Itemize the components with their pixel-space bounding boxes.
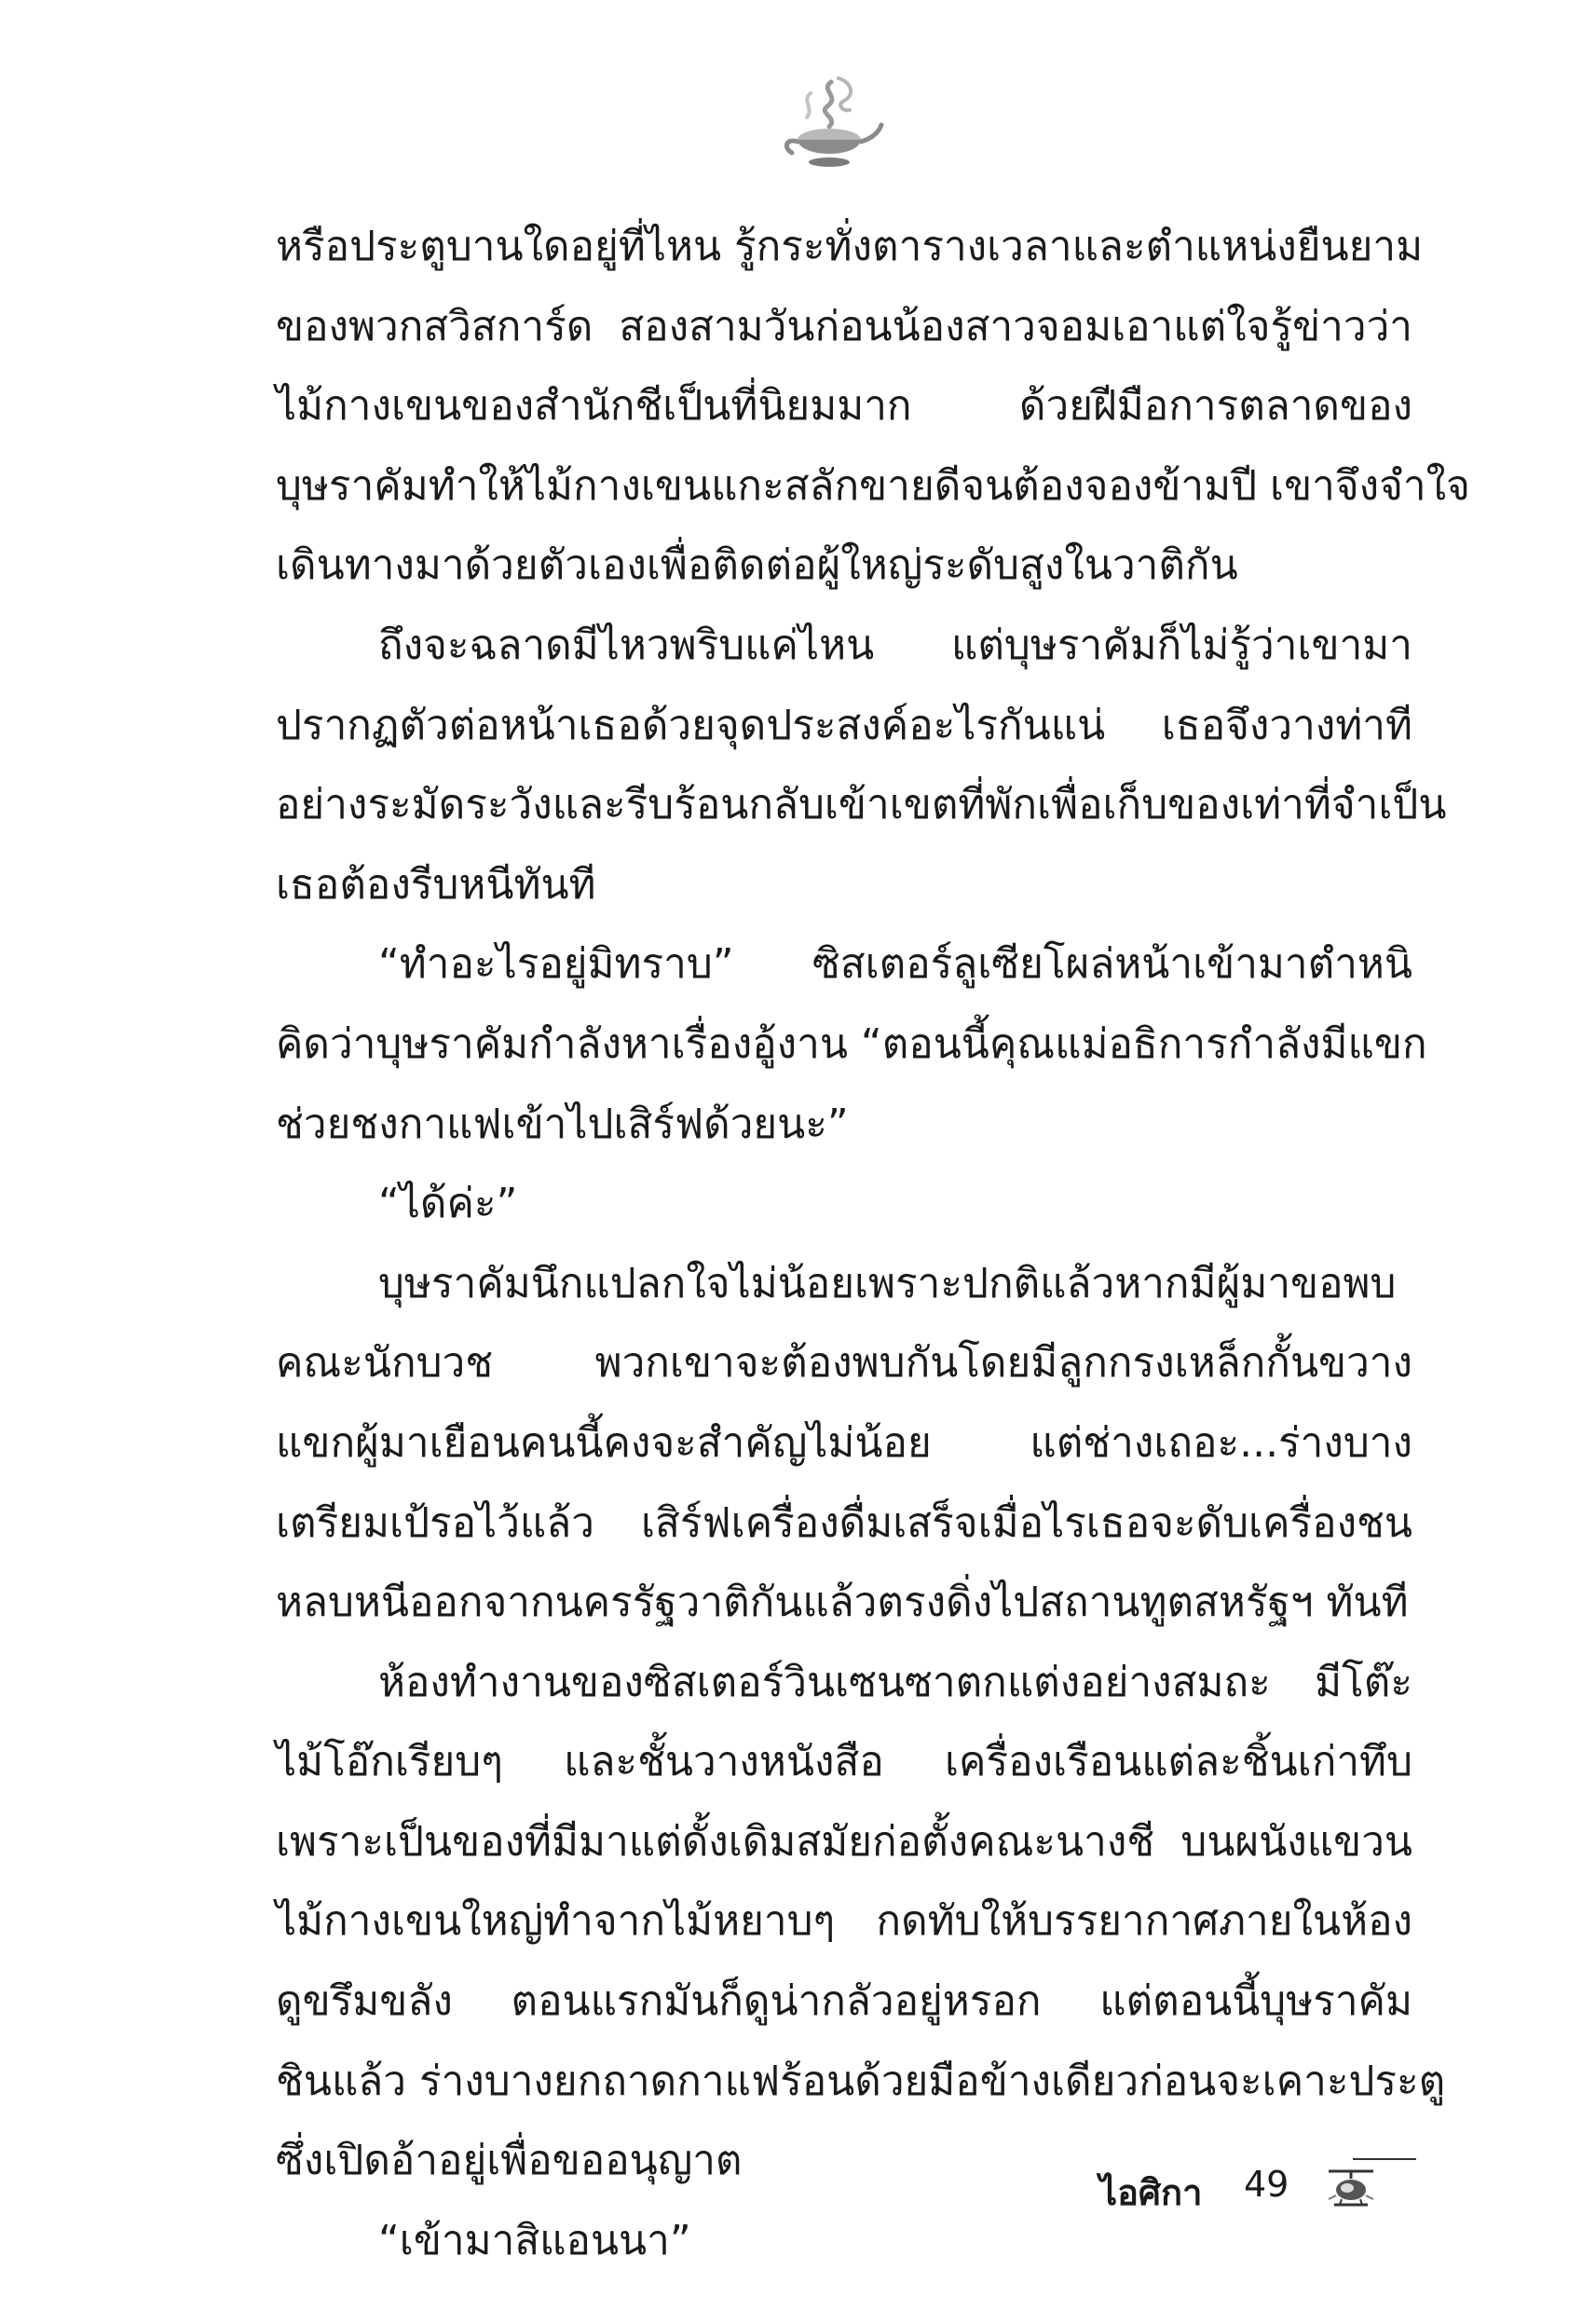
text-line: ช่วยชงกาแฟเข้าไปเสิร์ฟด้วยนะ” bbox=[276, 1100, 849, 1148]
text-line: เพราะเป็นของที่มีมาแต่ดั้งเดิมสมัยก่อตั้งคณะนางชี บนผนังแขวน bbox=[276, 1817, 1412, 1866]
text-line: บุษราคัมทำให้ไม้กางเขนแกะสลักขายดีจนต้องจองข้ามปี เขาจึงจำใจ bbox=[276, 461, 1470, 510]
text-line: ของพวกสวิสการ์ด สองสามวันก่อนน้องสาวจอมเอาแต่ใจรู้ข่าวว่า bbox=[276, 302, 1412, 350]
text-line: ปรากฏตัวต่อหน้าเธอด้วยจุดประสงค์อะไรกันแน่ เธอจึงวางท่าที bbox=[276, 701, 1412, 749]
text-line: ถึงจะฉลาดมีไหวพริบแค่ไหน แต่บุษราคัมก็ไม่รู้ว่าเขามา bbox=[378, 621, 1412, 669]
text-line: ไม้กางเขนของสำนักชีเป็นที่นิยมมาก ด้วยฝีมือการตลาดของ bbox=[276, 382, 1412, 431]
text-line: ซึ่งเปิดอ้าอยู่เพื่อขออนุญาต bbox=[276, 2137, 743, 2185]
text-line: แขกผู้มาเยือนคนนี้คงจะสำคัญไม่น้อย แต่ช่างเถอะ...ร่างบาง bbox=[276, 1418, 1412, 1467]
text-line: หลบหนีออกจากนครรัฐวาติกันแล้วตรงดิ่งไปสถานทูตสหรัฐฯ ทันที bbox=[276, 1579, 1409, 1627]
page-footer bbox=[0, 2136, 1596, 2229]
book-title: ไอศิกา bbox=[1099, 2172, 1203, 2213]
text-line: ดูขรึมขลัง ตอนแรกมันก็ดูน่ากลัวอยู่หรอก แต่ตอนนี้บุษราคัม bbox=[276, 1977, 1412, 2026]
text-line: “ทำอะไรอยู่มิทราบ” ซิสเตอร์ลูเซียโผล่หน้าเข้ามาตำหนิ bbox=[378, 940, 1412, 989]
text-line: เธอต้องรีบหนีทันที bbox=[276, 860, 596, 909]
text-line: หรือประตูบานใดอยู่ที่ไหน รู้กระทั่งตารางเวลาและตำแหน่งยืนยาม bbox=[276, 223, 1424, 270]
text-line: ไม้กางเขนใหญ่ทำจากไม้หยาบๆ กดทับให้บรรยากาศภายในห้อง bbox=[276, 1897, 1412, 1946]
body-text bbox=[276, 207, 1470, 2280]
helicopter-icon bbox=[1323, 2162, 1379, 2218]
genie-lamp-icon bbox=[773, 73, 885, 175]
text-line: “ได้ค่ะ” bbox=[378, 1180, 518, 1228]
text-line: อย่างระมัดระวังและรีบร้อนกลับเข้าเขตที่พักเพื่อเก็บของเท่าที่จำเป็น bbox=[276, 781, 1447, 829]
text-line: “เข้ามาสิแอนนา” bbox=[378, 2216, 691, 2264]
text-line: คณะนักบวช พวกเขาจะต้องพบกันโดยมีลูกกรงเหล็กกั้นขวาง bbox=[276, 1339, 1412, 1388]
footer-rule bbox=[1353, 2158, 1416, 2160]
text-line: ไม้โอ๊กเรียบๆ และชั้นวางหนังสือ เครื่องเรือนแต่ละชิ้นเก่าทึบ bbox=[276, 1738, 1412, 1786]
page-number: 49 bbox=[1244, 2164, 1289, 2205]
text-line: เดินทางมาด้วยตัวเองเพื่อติดต่อผู้ใหญ่ระดับสูงในวาติกัน bbox=[276, 541, 1238, 590]
text-line: บุษราคัมนึกแปลกใจไม่น้อยเพราะปกติแล้วหากมีผู้มาขอพบ bbox=[378, 1259, 1397, 1307]
text-line: คิดว่าบุษราคัมกำลังหาเรื่องอู้งาน “ตอนนี้คุณแม่อธิการกำลังมีแขก bbox=[276, 1019, 1427, 1068]
text-line: เตรียมเป้รอไว้แล้ว เสิร์ฟเครื่องดื่มเสร็จเมื่อไรเธอจะดับเครื่องชน bbox=[276, 1498, 1412, 1547]
text-line: ชินแล้ว ร่างบางยกถาดกาแฟร้อนด้วยมือข้างเดียวก่อนจะเคาะประตู bbox=[276, 2057, 1446, 2105]
text-line: ห้องทำงานของซิสเตอร์วินเซนซาตกแต่งอย่างสมถะ มีโต๊ะ bbox=[378, 1658, 1412, 1706]
